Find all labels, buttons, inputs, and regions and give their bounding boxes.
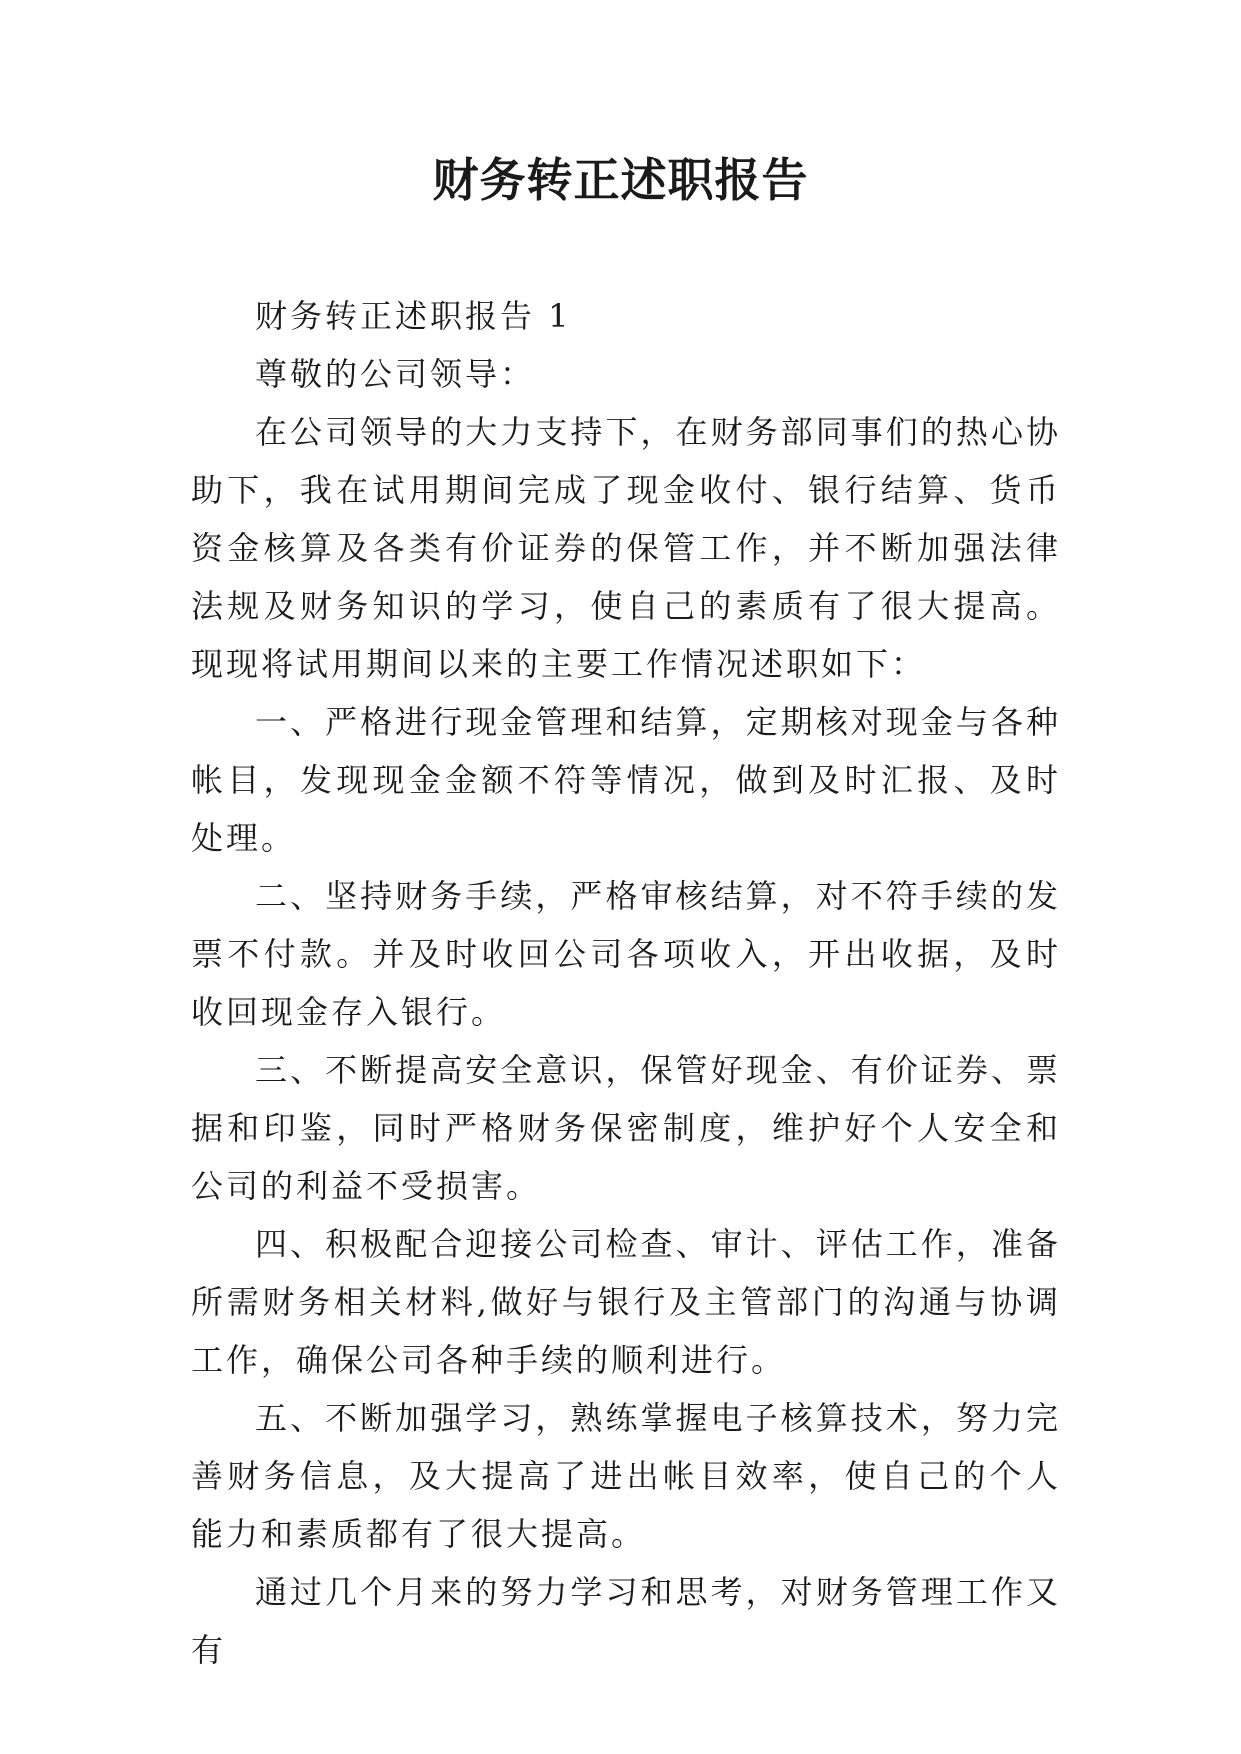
report-subtitle: 财务转正述职报告 1 bbox=[255, 297, 572, 335]
paragraph-conclusion: 通过几个月来的努力学习和思考，对财务管理工作又有 bbox=[191, 1573, 1061, 1669]
document-title: 财务转正述职报告 bbox=[432, 153, 809, 207]
salutation: 尊敬的公司领导： bbox=[255, 355, 536, 393]
paragraph-item-2: 二、坚持财务手续，严格审核结算，对不符手续的发票不付款。并及时收回公司各项收入，开出收据，及时收回现金存入银行。 bbox=[191, 877, 1061, 1031]
paragraph-item-4: 四、积极配合迎接公司检查、审计、评估工作，准备所需财务相关材料,做好与银行及主管部门的沟通与协调工作，确保公司各种手续的顺利进行。 bbox=[191, 1225, 1061, 1379]
document-body bbox=[191, 287, 1061, 1679]
paragraph-item-1: 一、严格进行现金管理和结算，定期核对现金与各种帐目，发现现金金额不符等情况，做到及时汇报、及时处理。 bbox=[191, 703, 1061, 857]
paragraph-item-5: 五、不断加强学习，熟练掌握电子核算技术，努力完善财务信息，及大提高了进出帐目效率，使自己的个人能力和素质都有了很大提高。 bbox=[191, 1399, 1061, 1553]
paragraph-intro: 在公司领导的大力支持下，在财务部同事们的热心协助下，我在试用期间完成了现金收付、银行结算、货币资金核算及各类有价证券的保管工作，并不断加强法律法规及财务知识的学习，使自己的素质有了很大提高。现现将试用期间以来的主要工作情况述职如下： bbox=[191, 413, 1061, 683]
paragraph-item-3: 三、不断提高安全意识，保管好现金、有价证券、票据和印鉴，同时严格财务保密制度，维护好个人安全和公司的利益不受损害。 bbox=[191, 1051, 1061, 1205]
